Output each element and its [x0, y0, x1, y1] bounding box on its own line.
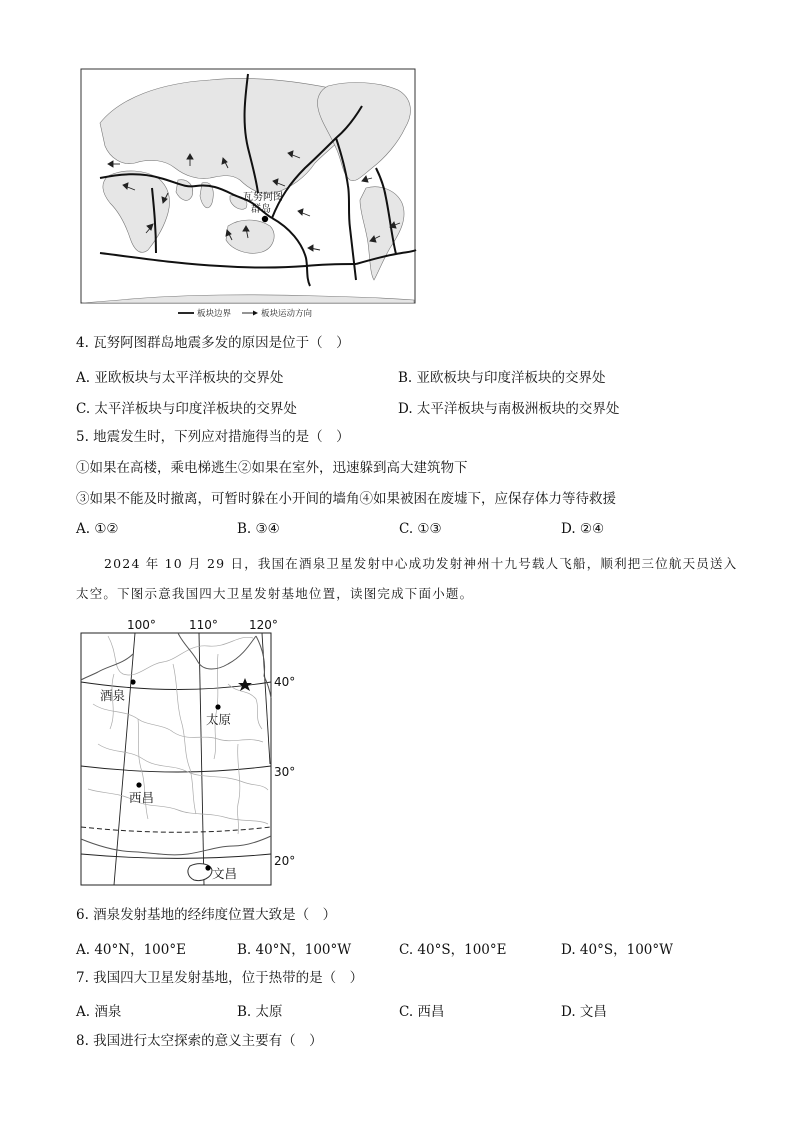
taiyuan-label: 太原: [206, 712, 232, 727]
q4-option-a: A. 亚欧板块与太平洋板块的交界处: [76, 370, 284, 386]
q7-stem: 7. 我国四大卫星发射基地，位于热带的是（ ）: [76, 970, 364, 986]
china-map: [78, 614, 304, 888]
lat-40-label: 40°: [274, 675, 296, 689]
q5-option-b: B. ③④: [237, 521, 280, 537]
q5-option-a: A. ①②: [76, 521, 119, 537]
lat-20-label: 20°: [274, 854, 296, 868]
legend-motion-label: 板块运动方向: [261, 309, 313, 319]
legend-boundary-label: 板块边界: [197, 309, 232, 319]
jiuquan-label: 酒泉: [100, 688, 126, 703]
q5-option-c: C. ①③: [399, 521, 442, 537]
q7-option-a: A. 酒泉: [76, 1004, 122, 1020]
vanuatu-label-1: 瓦努阿图: [243, 192, 283, 203]
lon-110-label: 110°: [189, 618, 218, 632]
q6-stem: 6. 酒泉发射基地的经纬度位置大致是（ ）: [76, 907, 337, 923]
plate-map-figure: [80, 68, 418, 320]
q4-option-c: C. 太平洋板块与印度洋板块的交界处: [76, 401, 297, 417]
lon-100-label: 100°: [127, 618, 156, 632]
china-map-figure: [78, 614, 304, 888]
vanuatu-point: [262, 216, 268, 222]
q6-option-d: D. 40°S，100°W: [561, 942, 673, 958]
vanuatu-label-2: 群岛: [251, 204, 271, 215]
jiuquan-point: [130, 679, 135, 684]
q8-stem: 8. 我国进行太空探索的意义主要有（ ）: [76, 1033, 323, 1049]
lat-30-label: 30°: [274, 765, 296, 779]
q7-option-b: B. 太原: [237, 1004, 283, 1020]
xichang-label: 西昌: [129, 790, 155, 805]
intro-line-1: 2024 年 10 月 29 日，我国在酒泉卫星发射中心成功发射神州十九号载人飞船，顺利把三位航天员送入: [104, 556, 738, 571]
plate-map: [80, 68, 418, 320]
q5-stem: 5. 地震发生时，下列应对措施得当的是（ ）: [76, 429, 350, 445]
q6-option-c: C. 40°S，100°E: [399, 942, 507, 958]
q5-option-d: D. ②④: [561, 521, 605, 537]
q6-option-a: A. 40°N，100°E: [76, 942, 186, 958]
q4-stem: 4. 瓦努阿图群岛地震多发的原因是位于（ ）: [76, 335, 350, 351]
q6-option-b: B. 40°N，100°W: [237, 942, 352, 958]
q5-line-2: ③如果不能及时撤离，可暂时躲在小开间的墙角④如果被困在废墟下，应保存体力等待救援: [76, 491, 616, 507]
taiyuan-point: [215, 704, 220, 709]
wenchang-label: 文昌: [212, 866, 238, 881]
q4-option-d: D. 太平洋板块与南极洲板块的交界处: [398, 401, 620, 417]
xichang-point: [136, 782, 141, 787]
q7-option-c: C. 西昌: [399, 1004, 445, 1020]
wenchang-point: [205, 865, 210, 870]
q7-option-d: D. 文昌: [561, 1004, 607, 1020]
intro-line-2: 太空。下图示意我国四大卫星发射基地位置，读图完成下面小题。: [76, 586, 474, 601]
q4-option-b: B. 亚欧板块与印度洋板块的交界处: [398, 370, 606, 386]
q5-line-1: ①如果在高楼，乘电梯逃生②如果在室外，迅速躲到高大建筑物下: [76, 460, 468, 476]
lon-120-label: 120°: [249, 618, 278, 632]
